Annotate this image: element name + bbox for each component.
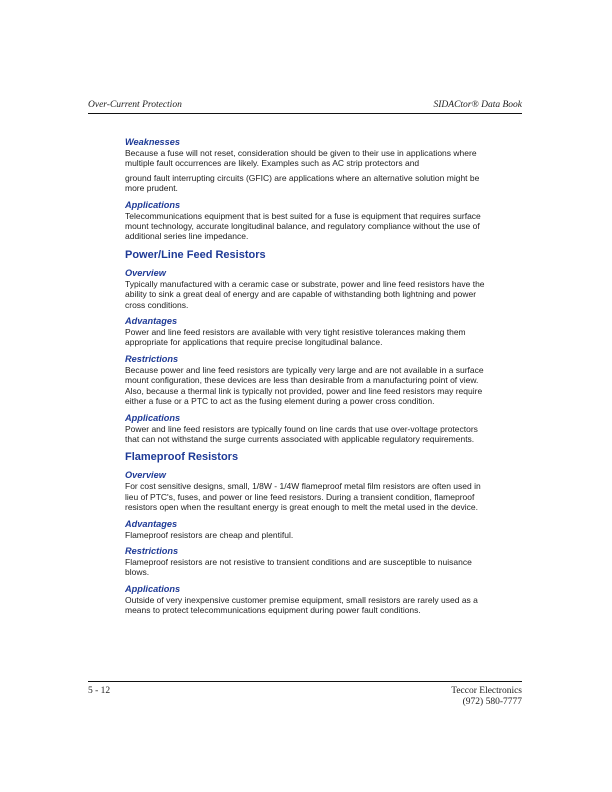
- paragraph: Flameproof resistors are cheap and plentiful.: [125, 529, 294, 540]
- header-right-title: SIDACtor® Data Book: [433, 100, 522, 110]
- paragraph: ground fault interrupting circuits (GFIC) are applications where an alternative solution might be more prudent.: [125, 172, 480, 194]
- header-left-title: Over-Current Protection: [88, 100, 182, 110]
- paragraph: Outside of very inexpensive customer premise equipment, small resistors are rarely used as a means to protect telecommunications equipment during power fault conditions.: [125, 594, 478, 616]
- paragraph: Telecommunications equipment that is best suited for a fuse is equipment that requires surface mount technology, accurate longitudinal balance, and regulatory compliance without the use of additional series line impedance.: [125, 210, 481, 242]
- section-subheading-advantages: Advantages: [125, 316, 178, 327]
- paragraph: Power and line feed resistors are typically found on line cards that use over-voltage protectors that can not withstand the surge currents associated with applicable regulatory requirements.: [125, 423, 478, 444]
- section-subheading-overview: Overview: [125, 470, 166, 481]
- paragraph: Because a fuse will not reset, consideration should be given to their use in applications where multiple fault occurrences are likely. Examples such as AC strip protectors and: [125, 148, 477, 169]
- section-subheading-applications: Applications: [125, 583, 181, 594]
- section-subheading-restrictions: Restrictions: [125, 353, 179, 364]
- section-subheading-overview: Overview: [125, 267, 166, 278]
- paragraph: Because power and line feed resistors are typically very large and are not available in a surface mount configuration, these devices are less than desirable from a manufacturing point of view. Also, because a thermal link is typically not provided, power and line feed resistors may require either a fuse or a PTC to act as the fusing element during a power cross condition.: [125, 364, 484, 407]
- section-subheading-restrictions: Restrictions: [125, 545, 179, 556]
- section-subheading-advantages: Advantages: [125, 518, 178, 529]
- paragraph: Flameproof resistors are not resistive to transient conditions and are susceptible to nuisance blows.: [125, 556, 472, 578]
- footer-page-number: 5 - 12: [88, 686, 111, 696]
- document-body: [125, 137, 487, 616]
- section-subheading-applications: Applications: [125, 199, 181, 210]
- footer-contact: [451, 686, 522, 708]
- paragraph: Typically manufactured with a ceramic case or substrate, power and line feed resistors have the ability to sink a great deal of energy and are capable of withstanding both lightning and power cross conditions.: [125, 278, 485, 310]
- paragraph: Power and line feed resistors are available with very tight resistive tolerances making them appropriate for applications that require precise longitudinal balance.: [125, 327, 466, 348]
- section-subheading-applications: Applications: [125, 412, 181, 423]
- paragraph: For cost sensitive designs, small, 1/8W - 1/4W flameproof metal film resistors are often used in lieu of PTC's, fuses, and power or line feed resistors. During a transient condition, flameproof resistors open when the resultant energy is great enough to melt the metal used in the device.: [125, 481, 481, 513]
- footer-company-name: Teccor Electronics: [451, 686, 522, 696]
- footer-phone-number: (972) 580-7777: [462, 697, 522, 707]
- page-header: [88, 100, 522, 114]
- section-subheading-weaknesses: Weaknesses: [125, 137, 180, 147]
- major-heading-power-line-feed: Power/Line Feed Resistors: [125, 248, 266, 261]
- major-heading-flameproof-resistors: Flameproof Resistors: [125, 451, 239, 464]
- page-footer: [88, 681, 522, 708]
